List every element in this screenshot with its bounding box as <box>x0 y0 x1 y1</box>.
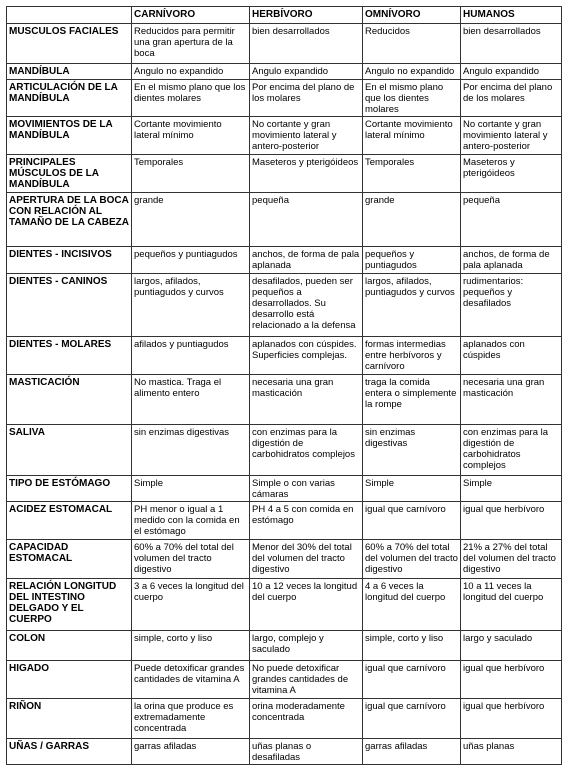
table-row <box>7 579 562 631</box>
table-cell: orina moderadamente concentrada <box>250 699 363 739</box>
table-row <box>7 375 562 425</box>
table-cell: sin enzimas digestivas <box>363 425 461 476</box>
row-header: UÑAS / GARRAS <box>7 739 132 765</box>
row-header: MANDÍBULA <box>7 64 132 80</box>
table-row <box>7 739 562 765</box>
table-cell: Angulo expandido <box>250 64 363 80</box>
header-cell-humanos: HUMANOS <box>461 7 562 24</box>
table-row <box>7 425 562 476</box>
table-cell: con enzimas para la digestión de carbohidratos complejos <box>461 425 562 476</box>
table-row <box>7 631 562 661</box>
table-cell: uñas planas o desafiladas <box>250 739 363 765</box>
table-cell: Cortante movimiento lateral mínimo <box>132 117 250 155</box>
table-cell: con enzimas para la digestión de carbohidratos complejos <box>250 425 363 476</box>
header-cell-omnivoro: OMNÍVORO <box>363 7 461 24</box>
table-cell: igual que carnívoro <box>363 502 461 540</box>
row-header: ARTICULACIÓN DE LA MANDÍBULA <box>7 80 132 117</box>
table-row <box>7 337 562 375</box>
table-cell: 21% a 27% del total del volumen del tracto digestivo <box>461 540 562 579</box>
table-cell: pequeña <box>461 193 562 247</box>
table-cell: Reducidos <box>363 24 461 64</box>
table-cell: grande <box>363 193 461 247</box>
table-cell: largos, afilados, puntiagudos y curvos <box>363 274 461 337</box>
table-cell: Cortante movimiento lateral mínimo <box>363 117 461 155</box>
table-cell: En el mismo plano que los dientes molares <box>132 80 250 117</box>
table-cell: simple, corto y liso <box>363 631 461 661</box>
row-header: DIENTES - CANINOS <box>7 274 132 337</box>
table-cell: 60% a 70% del total del volumen del tracto digestivo <box>363 540 461 579</box>
table-cell: garras afiladas <box>363 739 461 765</box>
table-cell: traga la comida entera o simplemente la rompe <box>363 375 461 425</box>
row-header: DIENTES - MOLARES <box>7 337 132 375</box>
table-cell: No cortante y gran movimiento lateral y antero-posterior <box>250 117 363 155</box>
row-header: PRINCIPALES MÚSCULOS DE LA MANDÍBULA <box>7 155 132 193</box>
table-row <box>7 699 562 739</box>
table-cell: igual que herbívoro <box>461 699 562 739</box>
table-cell: igual que carnívoro <box>363 661 461 699</box>
table-cell: Temporales <box>132 155 250 193</box>
row-header: RIÑON <box>7 699 132 739</box>
table-cell: Maseteros y pterigóideos <box>461 155 562 193</box>
table-row <box>7 80 562 117</box>
table-row <box>7 502 562 540</box>
table-cell: Temporales <box>363 155 461 193</box>
table-cell: No cortante y gran movimiento lateral y antero-posterior <box>461 117 562 155</box>
table-cell: formas intermedias entre herbívoros y carnívoro <box>363 337 461 375</box>
table-cell: anchos, de forma de pala aplanada <box>461 247 562 274</box>
row-header: CAPACIDAD ESTOMACAL <box>7 540 132 579</box>
table-cell: aplanados con cúspides. Superficies complejas. <box>250 337 363 375</box>
table-cell: Maseteros y pterigóideos <box>250 155 363 193</box>
table-cell: Angulo expandido <box>461 64 562 80</box>
table-cell: igual que herbívoro <box>461 502 562 540</box>
table-row <box>7 117 562 155</box>
table-cell: 4 a 6 veces la longitud del cuerpo <box>363 579 461 631</box>
table-cell: necesaria una gran masticación <box>461 375 562 425</box>
header-cell-empty <box>7 7 132 24</box>
table-cell: Simple <box>363 476 461 502</box>
table-cell: igual que carnívoro <box>363 699 461 739</box>
comparison-table <box>6 6 562 765</box>
table-cell: rudimentarios: pequeños y desafilados <box>461 274 562 337</box>
table-cell: largo y saculado <box>461 631 562 661</box>
table-cell: grande <box>132 193 250 247</box>
table-cell: No mastica. Traga el alimento entero <box>132 375 250 425</box>
table-row <box>7 247 562 274</box>
table-cell: pequeños y puntiagudos <box>132 247 250 274</box>
table-cell: largos, afilados, puntiagudos y curvos <box>132 274 250 337</box>
header-cell-carnivoro: CARNÍVORO <box>132 7 250 24</box>
table-cell: Simple <box>461 476 562 502</box>
table-cell: anchos, de forma de pala aplanada <box>250 247 363 274</box>
table-row <box>7 661 562 699</box>
table-cell: Por encima del plano de los molares <box>250 80 363 117</box>
row-header: RELACIÓN LONGITUD DEL INTESTINO DELGADO Y EL CUERPO <box>7 579 132 631</box>
table-row <box>7 540 562 579</box>
table-cell: 3 a 6 veces la longitud del cuerpo <box>132 579 250 631</box>
row-header: COLON <box>7 631 132 661</box>
table-cell: PH 4 a 5 con comida en estómago <box>250 502 363 540</box>
table-cell: la orina que produce es extremadamente concentrada <box>132 699 250 739</box>
table-cell: PH menor o igual a 1 medido con la comida en el estómago <box>132 502 250 540</box>
row-header: DIENTES - INCISIVOS <box>7 247 132 274</box>
table-cell: aplanados con cúspides <box>461 337 562 375</box>
header-cell-herbivoro: HERBÍVORO <box>250 7 363 24</box>
table-cell: igual que herbívoro <box>461 661 562 699</box>
row-header: HIGADO <box>7 661 132 699</box>
table-row <box>7 64 562 80</box>
table-cell: Puede detoxificar grandes cantidades de vitamina A <box>132 661 250 699</box>
table-cell: pequeña <box>250 193 363 247</box>
table-cell: afilados y puntiagudos <box>132 337 250 375</box>
row-header: TIPO DE ESTÓMAGO <box>7 476 132 502</box>
table-cell: Reducidos para permitir una gran apertura de la boca <box>132 24 250 64</box>
table-row <box>7 274 562 337</box>
table-cell: bien desarrollados <box>250 24 363 64</box>
row-header: MOVIMIENTOS DE LA MANDÍBULA <box>7 117 132 155</box>
table-cell: 10 a 12 veces la longitud del cuerpo <box>250 579 363 631</box>
table-cell: Menor del 30% del total del volumen del tracto digestivo <box>250 540 363 579</box>
table-cell: desafilados, pueden ser pequeños a desarrollados. Su desarrollo está relacionado a la defensa <box>250 274 363 337</box>
header-row <box>7 7 562 24</box>
table-cell: Angulo no expandido <box>363 64 461 80</box>
table-row <box>7 193 562 247</box>
row-header: APERTURA DE LA BOCA CON RELACIÓN AL TAMAÑO DE LA CABEZA <box>7 193 132 247</box>
table-cell: uñas planas <box>461 739 562 765</box>
table-row <box>7 24 562 64</box>
table-cell: En el mismo plano que los dientes molares <box>363 80 461 117</box>
table-cell: sin enzimas digestivas <box>132 425 250 476</box>
table-row <box>7 476 562 502</box>
table-cell: 10 a 11 veces la longitud del cuerpo <box>461 579 562 631</box>
table-cell: Por encima del plano de los molares <box>461 80 562 117</box>
row-header: SALIVA <box>7 425 132 476</box>
table-cell: largo, complejo y saculado <box>250 631 363 661</box>
row-header: MUSCULOS FACIALES <box>7 24 132 64</box>
table-row <box>7 155 562 193</box>
table-cell: Angulo no expandido <box>132 64 250 80</box>
table-cell: garras afiladas <box>132 739 250 765</box>
table-cell: simple, corto y liso <box>132 631 250 661</box>
table-cell: 60% a 70% del total del volumen del tracto digestivo <box>132 540 250 579</box>
row-header: MASTICACIÓN <box>7 375 132 425</box>
row-header: ACIDEZ ESTOMACAL <box>7 502 132 540</box>
table-cell: Simple <box>132 476 250 502</box>
table-cell: bien desarrollados <box>461 24 562 64</box>
table-cell: necesaria una gran masticación <box>250 375 363 425</box>
table-cell: Simple o con varias cámaras <box>250 476 363 502</box>
table-cell: No puede detoxificar grandes cantidades de vitamina A <box>250 661 363 699</box>
table-cell: pequeños y puntiagudos <box>363 247 461 274</box>
